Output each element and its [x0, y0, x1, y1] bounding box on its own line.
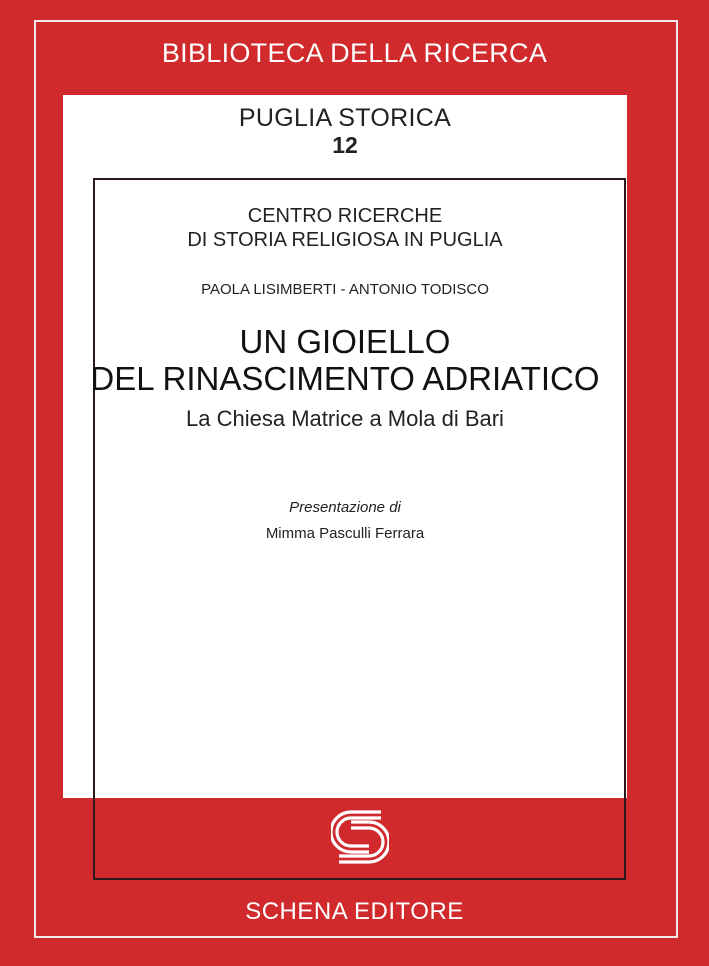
publisher-name: SCHENA EDITORE	[245, 898, 464, 925]
institution	[63, 204, 627, 252]
series-name: BIBLIOTECA DELLA RICERCA	[161, 38, 548, 68]
authors: PAOLA LISIMBERTI - ANTONIO TODISCO	[201, 281, 489, 298]
title-line2: DEL RINASCIMENTO ADRIATICO	[90, 360, 600, 397]
schena-logo-icon	[331, 808, 389, 866]
volume-number: 12	[332, 132, 358, 158]
book-title	[63, 323, 627, 397]
institution-line1: CENTRO RICERCHE	[247, 205, 443, 227]
collection-name: PUGLIA STORICA	[238, 104, 452, 132]
presentation-name: Mimma Pasculli Ferrara	[265, 525, 425, 542]
subtitle: La Chiesa Matrice a Mola di Bari	[186, 406, 504, 431]
presentation-label: Presentazione di	[289, 499, 401, 516]
title-line1: UN GIOIELLO	[239, 323, 451, 360]
institution-line2: DI STORIA RELIGIOSA IN PUGLIA	[187, 229, 503, 251]
